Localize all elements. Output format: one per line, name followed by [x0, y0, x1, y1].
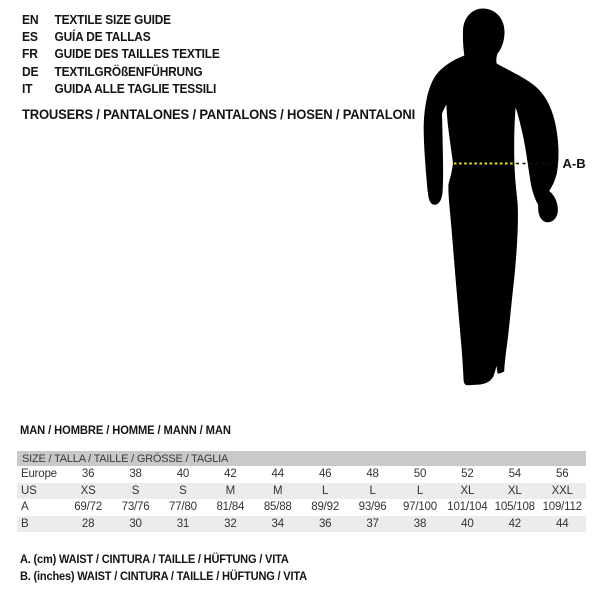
size-cell: 52 [461, 468, 474, 481]
language-row [22, 28, 220, 45]
size-cell: XL [460, 484, 475, 497]
size-cell: 89/92 [311, 501, 340, 514]
size-cell: 30 [129, 517, 142, 530]
size-cell: 56 [556, 468, 569, 481]
size-cell: 101/104 [447, 501, 488, 514]
measure-notes [20, 551, 307, 584]
size-row-label: Europe [21, 468, 57, 481]
size-cell: 73/76 [121, 501, 150, 514]
size-cell: 36 [81, 468, 95, 481]
size-cell: 38 [413, 517, 427, 530]
language-row [22, 63, 220, 80]
size-cell: XL [507, 484, 522, 497]
size-cell: 32 [224, 517, 237, 530]
size-cell: 28 [81, 517, 95, 530]
size-row-label: B [21, 517, 29, 530]
language-row [22, 11, 220, 28]
size-table-header-row [17, 451, 586, 466]
language-label: TEXTILGRÖßENFÜHRUNG [54, 63, 203, 79]
language-label: GUIDA ALLE TAGLIE TESSILI [54, 80, 217, 96]
language-label: GUÍA DE TALLAS [54, 29, 151, 45]
language-code: ES [22, 29, 38, 45]
measure-note: A. (cm) WAIST / CINTURA / TAILLE / HÜFTUNG / VITA [20, 552, 289, 566]
size-cell: 31 [176, 517, 190, 530]
size-table-row [17, 466, 586, 483]
size-cell: 46 [318, 468, 332, 481]
size-cell: 40 [461, 517, 474, 530]
size-cell: XXL [551, 484, 573, 497]
language-label: TEXTILE SIZE GUIDE [54, 12, 171, 28]
language-row [22, 45, 220, 62]
size-cell: 34 [271, 517, 284, 530]
size-table-row [17, 483, 586, 500]
measure-note: B. (inches) WAIST / CINTURA / TAILLE / HÜFTUNG / VITA [20, 568, 307, 583]
size-cell: 36 [318, 517, 332, 530]
size-cell: 105/108 [494, 501, 535, 514]
size-cell: 77/80 [169, 501, 197, 514]
size-cell: 44 [271, 468, 284, 481]
size-cell: S [179, 484, 187, 497]
language-code: IT [22, 80, 33, 96]
language-code: EN [22, 12, 39, 28]
size-cell: 38 [129, 468, 142, 481]
category-title: TROUSERS / PANTALONES / PANTALONS / HOSEN / PANTALONI [22, 106, 416, 122]
size-table-row [17, 516, 586, 533]
language-label: GUIDE DES TAILLES TEXTILE [54, 46, 220, 62]
size-cell: L [322, 484, 329, 497]
size-cell: 48 [366, 468, 379, 481]
size-cell: 69/72 [74, 501, 102, 514]
size-cell: M [225, 484, 236, 497]
language-code: DE [22, 63, 39, 79]
gender-label: MAN / HOMBRE / HOMME / MANN / MAN [20, 423, 231, 437]
language-list [22, 11, 220, 97]
size-table [17, 451, 586, 532]
size-cell: 42 [508, 517, 521, 530]
size-cell: 97/100 [402, 501, 437, 514]
size-cell: 93/96 [358, 501, 387, 514]
size-cell: S [131, 484, 140, 497]
size-cell: 37 [366, 517, 379, 530]
size-cell: 42 [224, 468, 237, 481]
size-cell: 40 [176, 468, 190, 481]
size-cell: M [273, 484, 283, 497]
measure-label: A-B [562, 156, 586, 171]
size-cell: L [416, 484, 424, 497]
size-table-row [17, 499, 586, 516]
size-row-label: US [21, 484, 37, 497]
language-code: FR [22, 46, 38, 62]
size-table-header: SIZE / TALLA / TAILLE / GRÖSSE / TAGLIA [17, 451, 586, 466]
size-cell: 109/112 [542, 501, 582, 514]
size-cell: 81/84 [216, 501, 245, 514]
size-cell: 44 [556, 517, 569, 530]
size-cell: L [369, 484, 376, 497]
size-cell: 85/88 [263, 501, 292, 514]
size-cell: XS [80, 484, 96, 497]
man-silhouette [424, 9, 559, 386]
man-silhouette-figure [400, 0, 600, 420]
size-cell: 54 [508, 468, 521, 481]
size-cell: 50 [413, 468, 427, 481]
language-row [22, 80, 220, 97]
size-row-label: A [21, 501, 29, 514]
